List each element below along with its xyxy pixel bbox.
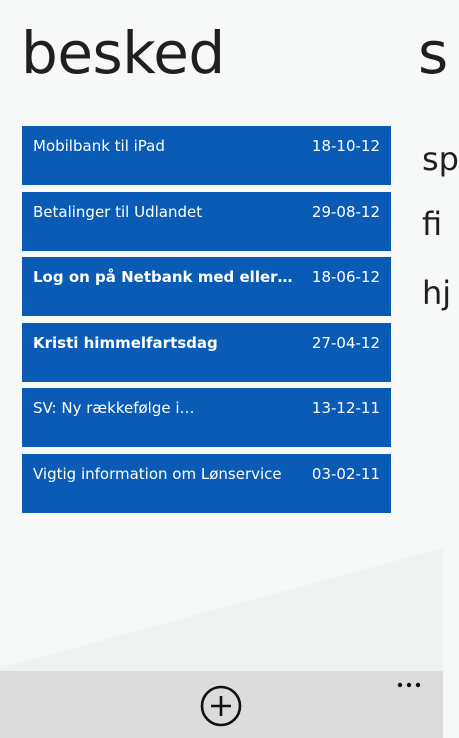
add-button[interactable] [200, 685, 242, 727]
message-item[interactable] [22, 126, 391, 185]
message-subject: Log on på Netbank med eller… [33, 268, 293, 286]
next-pivot-peek-text: sp [422, 140, 459, 178]
message-item[interactable] [22, 257, 391, 316]
message-item[interactable] [22, 323, 391, 382]
message-subject: Mobilbank til iPad [33, 137, 165, 155]
message-item[interactable] [22, 454, 391, 513]
next-pivot-title[interactable]: s [418, 19, 449, 87]
ellipsis-icon [391, 671, 427, 701]
message-date: 13-12-11 [311, 399, 380, 417]
message-date: 18-10-12 [311, 137, 380, 155]
message-subject: SV: Ny rækkefølge i… [33, 399, 195, 417]
message-subject: Betalinger til Udlandet [33, 202, 203, 221]
more-button[interactable] [391, 671, 427, 701]
page-title: besked [21, 19, 225, 87]
message-subject: Kristi himmelfartsdag [33, 333, 218, 352]
message-date: 18-06-12 [311, 268, 380, 286]
message-item[interactable] [22, 388, 391, 447]
message-list [22, 126, 391, 519]
message-subject: Vigtig information om Lønservice [33, 464, 282, 483]
message-date: 29-08-12 [311, 202, 380, 221]
message-date: 03-02-11 [311, 464, 380, 483]
add-circle-icon [200, 685, 242, 727]
message-item[interactable] [22, 192, 391, 251]
message-date: 27-04-12 [311, 333, 380, 352]
app-bar [0, 671, 443, 738]
next-pivot-peek-text: hj [422, 274, 452, 312]
next-pivot-peek-text: fi [422, 205, 443, 243]
